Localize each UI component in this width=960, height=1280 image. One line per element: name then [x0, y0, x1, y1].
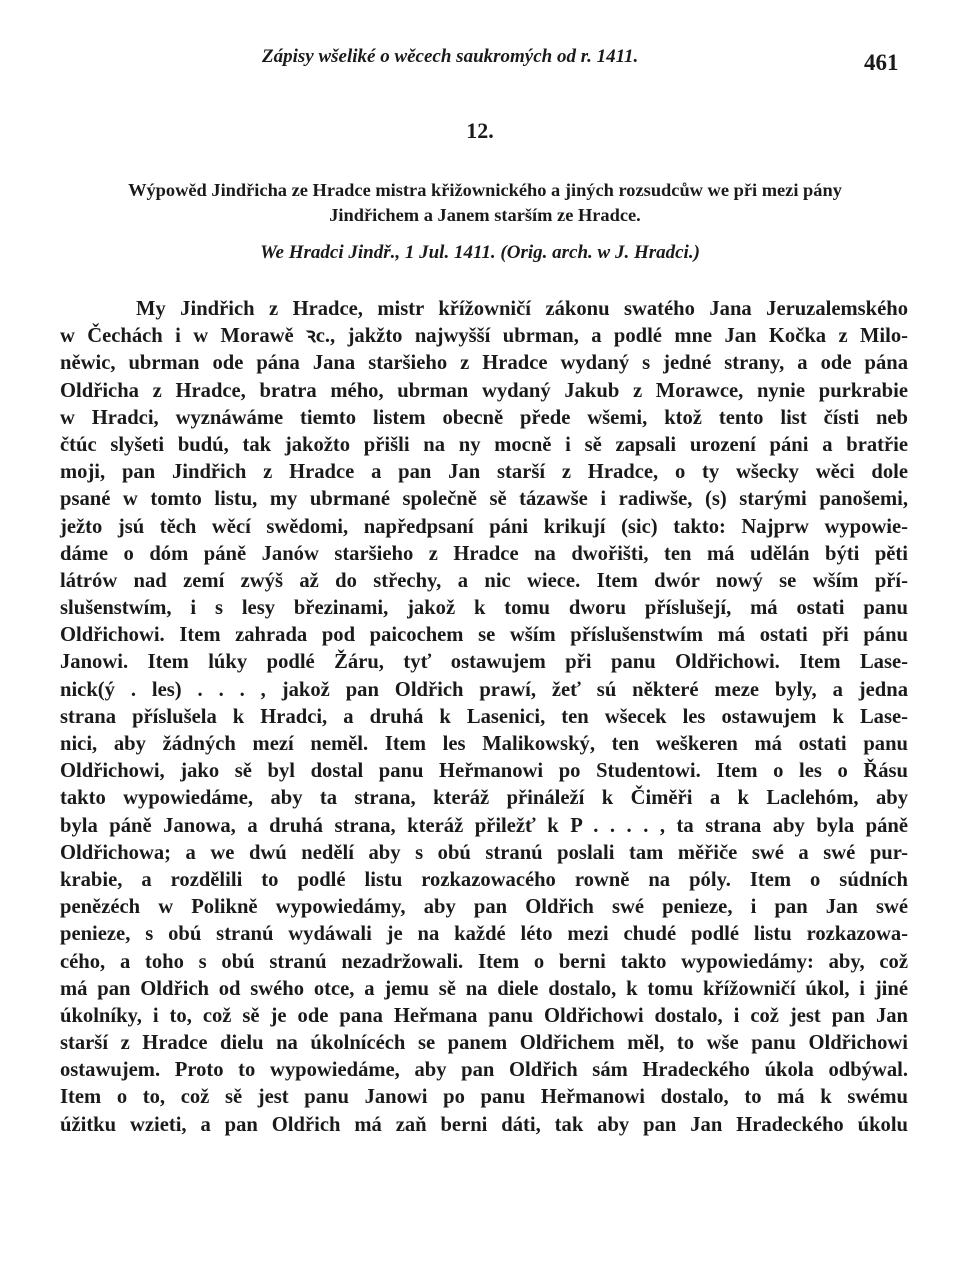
body-line: ježto jsú těch wěcí swědomi, napředpsaní páni krikují (sic) takto: Najprw wypowie-: [60, 515, 908, 538]
body-line: Oldřichowa; a we dwú nedělí aby s obú stranú poslali tam měřiče swé a swé pur-: [60, 841, 908, 864]
heading-line: Wýpowěd Jindřicha ze Hradce mistra křižownického a jiných rozsudcůw we při mezi pány: [128, 180, 842, 200]
body-line: něwic, ubrman ode pána Jana staršieho z Hradce wydaný s jedné strany, a ode pána: [60, 352, 908, 375]
body-line: Oldřicha z Hradce, bratra mého, ubrman wydaný Jakub z Morawce, nynie purkrabie: [60, 379, 908, 402]
body-line: ostawujem. Proto to wypowiedáme, aby pan Oldřich sám Hradeckého úkola odbýwal.: [60, 1059, 908, 1082]
body-line: w Čechách i w Morawě ꝛc., jakžto najwyšší ubrman, a podlé mne Jan Kočka z Milo-: [60, 325, 908, 348]
body-line: úžitku wzieti, a pan Oldřich má zaň berni dáti, tak aby pan Jan Hradeckého úkolu: [60, 1113, 908, 1136]
body-line: čtúc slyšeti budú, tak jakožto přišli na ny mocně i sě zapsali urození páni a bratřie: [60, 433, 908, 456]
document-heading: [60, 178, 910, 228]
body-line: Item o to, což sě jest panu Janowi po panu Heřmanowi dostalo, to má k swému: [60, 1086, 908, 1109]
body-line: My Jindřich z Hradce, mistr křížowničí zákonu swatého Jana Jeruzalemského: [136, 298, 908, 320]
body-line: dáme o dóm páně Janów staršieho z Hradce na dwořišti, ten má udělán býti pěti: [60, 542, 908, 565]
body-text: [60, 296, 908, 1139]
body-line: úkolníky, i to, což sě je ode pana Heřmana panu Oldřichowi dostalo, i což jest pan Jan: [60, 1004, 908, 1027]
body-line: cého, a toho s obú stranú nezadržowali. Item o berni takto wypowiedámy: aby, což: [60, 950, 908, 973]
body-line: látrów nad zemí zwýš až do střechy, a nic wiece. Item dwór nowý se wším pří-: [60, 569, 908, 592]
body-line: w Hradci, wyznáwáme tiemto listem obecně přede wšemi, ktož tento list čísti neb: [60, 406, 908, 429]
body-line: krabie, a rozdělili to podlé listu rozkazowacého rowně na póly. Item o súdních: [60, 868, 908, 891]
body-line: má pan Oldřich od swého otce, a jemu sě na diele dostalo, k tomu křížowničí úkol, i jiné: [60, 977, 908, 1000]
body-line: psané w tomto listu, my ubrmané společně sě tázawše i radiwše, (s) starými panošemi,: [60, 488, 908, 511]
body-line: takto wypowiedáme, aby ta strana, kteráž přináleží k Čiměři a k Laclehóm, aby: [60, 787, 908, 810]
body-line: penieze, s obú stranú wydáwali je na každé léto mezi chudé podlé listu rozkazowa-: [60, 923, 908, 946]
dateline: We Hradci Jindř., 1 Jul. 1411. (Orig. arch. w J. Hradci.): [260, 242, 700, 263]
body-line: strana příslušela k Hradci, a druhá k Lasenici, ten wšecek les ostawujem k Lase-: [60, 705, 908, 728]
body-line: byla páně Janowa, a druhá strana, kteráž přiležť k P . . . . , ta strana aby byla páně: [60, 814, 908, 837]
body-line: Oldřichowi. Item zahrada pod paicochem se wším příslušenstwím má ostati při pánu: [60, 624, 908, 647]
body-line: Oldřichowi, jako sě byl dostal panu Heřmanowi po Studentowi. Item o les o Řásu: [60, 760, 908, 783]
heading-line: Jindřichem a Janem starším ze Hradce.: [329, 205, 641, 225]
body-line: penězéch w Polikně wypowiedámy, aby pan Oldřich swé penieze, i pan Jan swé: [60, 896, 908, 919]
running-head: [0, 44, 960, 84]
body-line: nici, aby žádných mezí neměl. Item les Malikowský, ten weškeren má ostati panu: [60, 733, 908, 755]
body-line: moji, pan Jindřich z Hradce a pan Jan starší z Hradce, o ty wšecky wěci dole: [60, 461, 908, 484]
body-line: slušenstwím, i s lesy březinami, jakož k tomu dworu příslušejí, má ostati panu: [60, 597, 908, 620]
page-number: 461: [864, 50, 899, 75]
body-line: starší z Hradce dielu na úkolnícéch se panem Oldřichem měl, to wše panu Oldřichowi: [60, 1032, 908, 1055]
body-line: nick(ý . les) . . . , jakož pan Oldřich prawí, žeť sú některé meze byly, a jedna: [60, 678, 908, 701]
document-number: 12.: [466, 118, 494, 143]
body-line: Janowi. Item lúky podlé Žáru, tyť ostawujem při panu Oldřichowi. Item Lase-: [60, 651, 908, 674]
running-title: Zápisy wšeliké o wěcech saukromých od r. 1411.: [262, 46, 639, 67]
